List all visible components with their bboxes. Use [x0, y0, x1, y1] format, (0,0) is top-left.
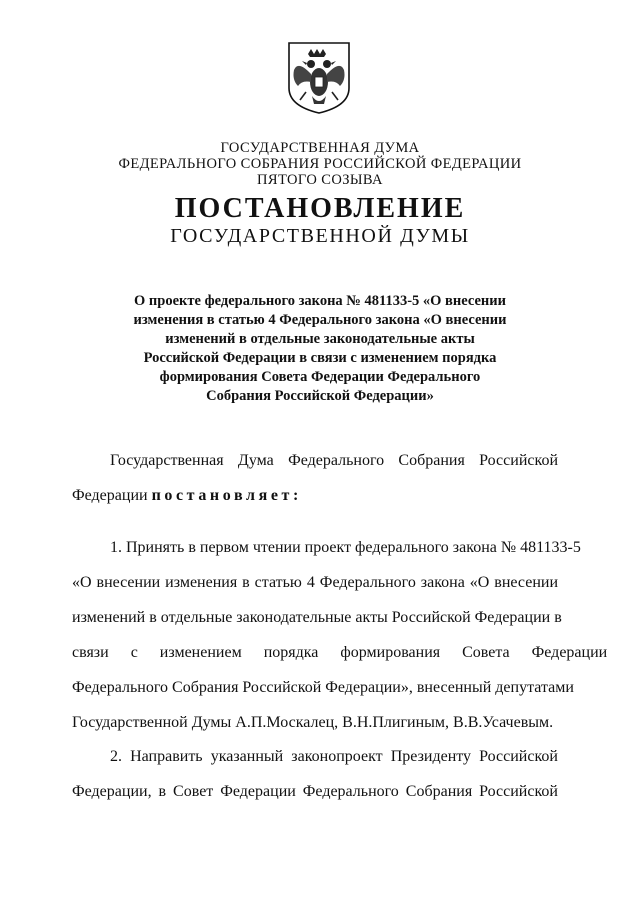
- title-line: формирования Совета Федерации Федерального: [159, 369, 481, 385]
- preamble-paragraph: [72, 443, 558, 513]
- item-1-line: Федерального Собрания Российской Федерации», внесенный депутатами: [72, 679, 574, 696]
- item-2-line: Федерации, в Совет Федерации Федерального Собрания Российской: [72, 783, 558, 800]
- org-line-convocation: ПЯТОГО СОЗЫВА: [257, 172, 383, 188]
- preamble-line: [72, 478, 558, 513]
- org-line-duma: ГОСУДАРСТВЕННАЯ ДУМА: [220, 140, 420, 156]
- title-line: Собрания Российской Федерации»: [206, 388, 434, 404]
- item-1-line: связи с изменением порядка формирования Совета Федерации: [72, 644, 608, 661]
- item-1-paragraph: [72, 530, 608, 740]
- double-headed-eagle-icon: [286, 40, 352, 116]
- item-1-line: Государственной Думы А.П.Москалец, В.Н.Плигиным, В.В.Усачевым.: [72, 714, 554, 731]
- item-2-line: 2. Направить указанный законопроект Президенту Российской: [110, 748, 558, 765]
- coat-of-arms-emblem: [286, 40, 352, 116]
- preamble-line: Государственная Дума Федерального Собрания Российской: [110, 452, 558, 469]
- preamble-line-start: Федерации: [72, 487, 148, 504]
- item-2-paragraph: [72, 739, 558, 809]
- title-line: О проекте федерального закона № 481133-5 «О внесении: [134, 293, 506, 309]
- document-subtype-title: ГОСУДАРСТВЕННОЙ ДУМЫ: [170, 225, 470, 247]
- resolution-subject-title: [95, 292, 545, 406]
- decree-verb: постановляет:: [151, 487, 302, 504]
- item-1-line: изменений в отдельные законодательные акты Российской Федерации в: [72, 609, 562, 626]
- document-type-title: ПОСТАНОВЛЕНИЕ: [174, 193, 466, 224]
- item-1-line: «О внесении изменения в статью 4 Федерального закона «О внесении: [72, 574, 558, 591]
- item-1-line: 1. Принять в первом чтении проект федерального закона № 481133-5: [110, 539, 581, 556]
- title-line: изменения в статью 4 Федерального закона «О внесении: [133, 312, 507, 328]
- org-line-federal-assembly: ФЕДЕРАЛЬНОГО СОБРАНИЯ РОССИЙСКОЙ ФЕДЕРАЦИИ: [118, 156, 522, 172]
- issuing-authority-header: [0, 140, 640, 188]
- title-line: Российской Федерации в связи с изменением порядка: [143, 350, 497, 366]
- title-line: изменений в отдельные законодательные акты: [165, 331, 475, 347]
